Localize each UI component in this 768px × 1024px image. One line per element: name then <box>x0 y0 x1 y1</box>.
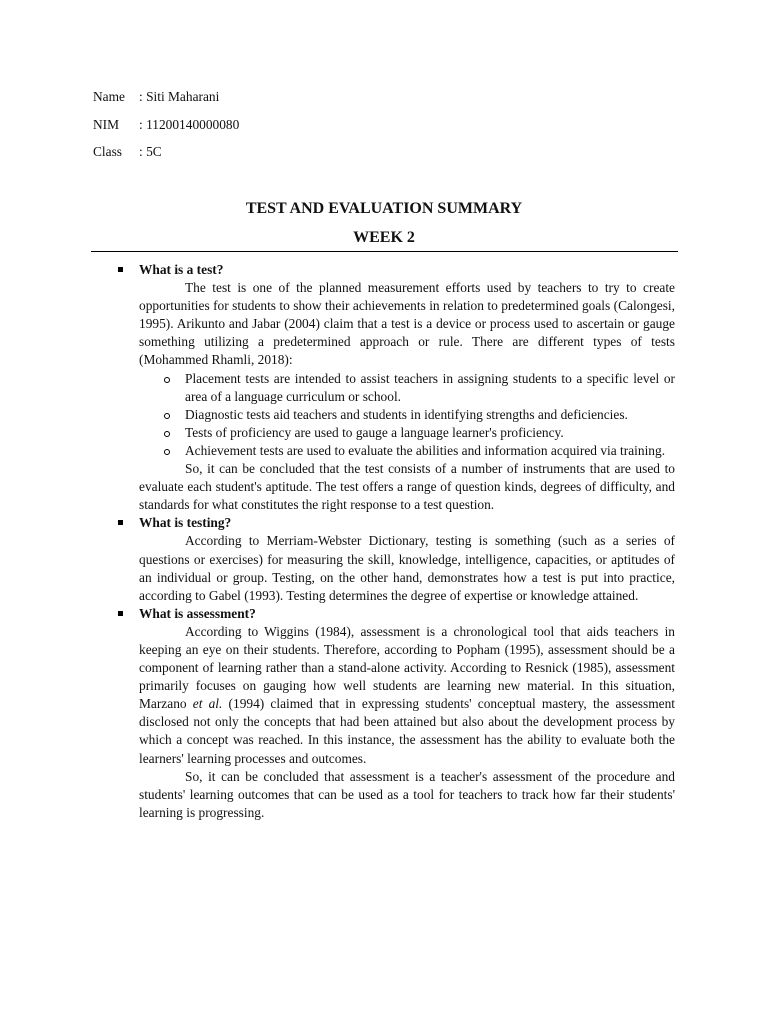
section-heading: What is assessment? <box>139 605 256 621</box>
list-item <box>185 442 675 460</box>
list-item-text: Achievement tests are used to evaluate the abilities and information acquired via training. <box>185 442 666 458</box>
document-body <box>118 261 675 822</box>
list-item <box>185 424 675 442</box>
info-value: : 5C <box>139 144 162 159</box>
paragraph-text: (1994) claimed that in expressing students' conceptual mastery, the assessment disclosed not only the concepts that had been attained but also about the development process by which a concept was reached. In this instance, the assessment has the ability to evaluate both the learners' learning processes and outcomes. <box>139 696 675 766</box>
circle-bullet-icon <box>164 431 170 437</box>
square-bullet-icon <box>118 611 123 616</box>
list-item <box>185 406 675 424</box>
list-item-text: Tests of proficiency are used to gauge a language learner's proficiency. <box>185 424 564 440</box>
section-heading: What is testing? <box>139 515 232 531</box>
section-paragraph: According to Merriam-Webster Dictionary, testing is something (such as a series of questions or exercises) for measuring the skill, knowledge, intelligence, capacities, or aptitudes of an individual or group. Testing, on the other hand, demonstrates how a test is put into practice, according to Gabel (1993). Testing determines the degree of expertise or knowledge attained. <box>139 533 675 603</box>
paragraph-text: According to Wiggins (1984), assessment is a chronological tool that aids teachers in keeping an eye on their students. Therefore, according to Popham (1995), assessment should be a component of learning rather than a stand-alone activity. According to Resnick (1985), assessment primarily focuses on gauging how well students are learning new material. In this situation, Marzano <box>139 623 675 712</box>
info-row-name <box>93 88 219 106</box>
section-paragraph <box>139 623 675 768</box>
square-bullet-icon <box>118 267 123 272</box>
section-what-is-a-test <box>118 261 675 514</box>
italic-text: et al. <box>192 696 223 712</box>
page-title: TEST AND EVALUATION SUMMARY <box>245 200 523 217</box>
info-value: : 11200140000080 <box>139 117 240 132</box>
section-what-is-testing <box>118 514 675 604</box>
info-key: NIM <box>93 117 120 132</box>
circle-bullet-icon <box>164 413 170 419</box>
square-bullet-icon <box>118 520 123 525</box>
info-row-class <box>93 143 162 161</box>
list-item-text: Placement tests are intended to assist teachers in assigning students to a specific level or area of a language curriculum or school. <box>185 370 675 404</box>
info-value: : Siti Maharani <box>139 89 220 104</box>
section-heading: What is a test? <box>139 262 224 277</box>
info-key: Name <box>93 89 125 104</box>
section-conclusion: So, it can be concluded that assessment is a teacher's assessment of the procedure and students' learning outcomes that can be used as a tool for teachers to track how far their students' learning is progressing. <box>139 768 675 820</box>
list-item <box>185 370 675 406</box>
section-what-is-assessment <box>118 605 675 822</box>
test-types-list <box>139 370 675 460</box>
list-item-text: Diagnostic tests aid teachers and students in identifying strengths and deficiencies. <box>185 406 628 422</box>
page-subtitle: WEEK 2 <box>353 229 415 246</box>
info-row-nim <box>93 116 239 134</box>
info-key: Class <box>93 144 123 159</box>
circle-bullet-icon <box>164 377 170 383</box>
section-conclusion: So, it can be concluded that the test consists of a number of instruments that are used to evaluate each student's aptitude. The test offers a range of question kinds, degrees of difficulty, and standards for what constitutes the right response to a test question. <box>139 461 675 513</box>
title-divider <box>91 251 678 252</box>
circle-bullet-icon <box>164 449 170 455</box>
section-paragraph: The test is one of the planned measurement efforts used by teachers to try to create opportunities for students to show their achievements in relation to predetermined goals (Calongesi, 1995). Arikunto and Jabar (2004) claim that a test is a device or process used to ascertain or gauge something utilizing a predetermined approach or rule. There are different types of tests (Mohammed Rhamli, 2018): <box>139 280 675 368</box>
